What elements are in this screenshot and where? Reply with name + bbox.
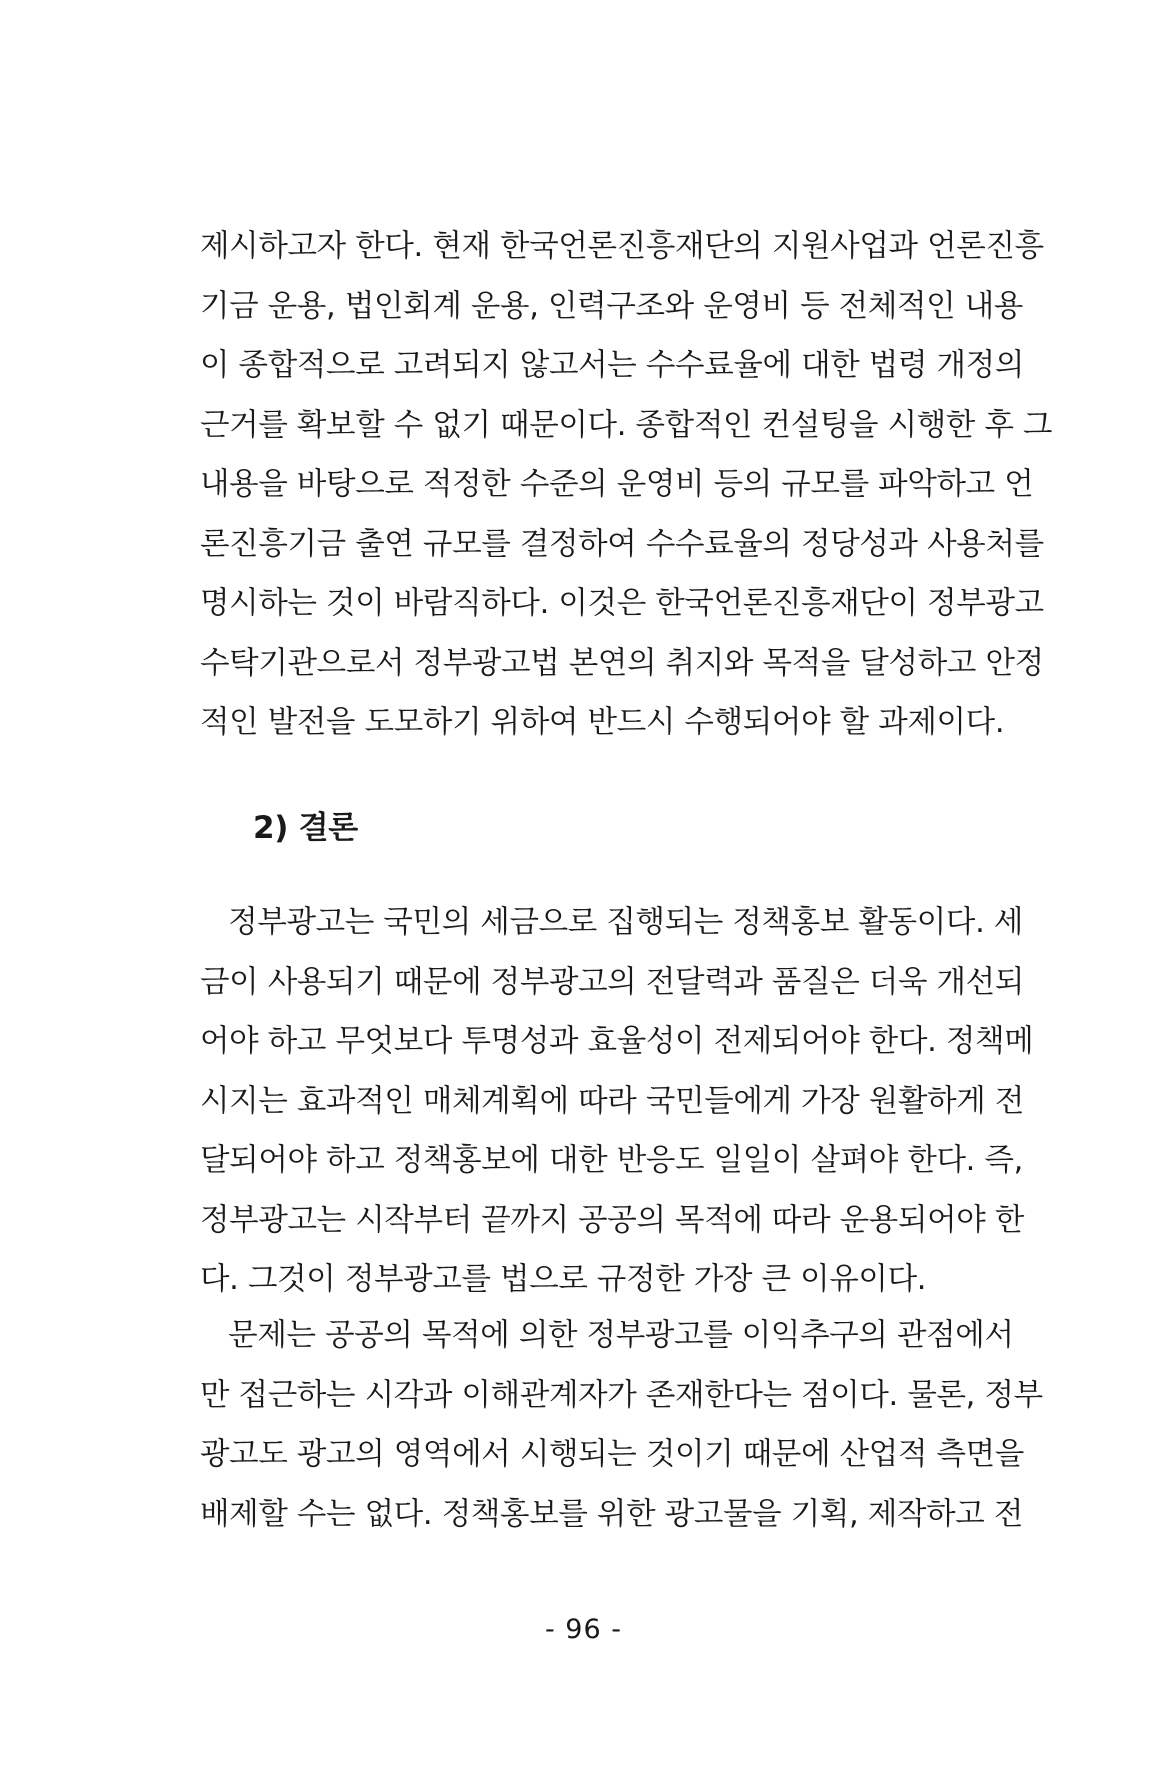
text-line: 이 종합적으로 고려되지 않고서는 수수료율에 대한 법령 개정의 [200,348,1025,383]
text-line: 근거를 확보할 수 없기 때문이다. 종합적인 컨설팅을 시행한 후 그 [200,407,1053,443]
text-line: 어야 하고 무엇보다 투명성과 효율성이 전제되어야 한다. 정책메 [200,1024,1034,1059]
text-line: 기금 운용, 법인회계 운용, 인력구조와 운영비 등 전체적인 내용 [200,288,1024,324]
text-line: 문제는 공공의 목적에 의한 정부광고를 이익추구의 관점에서 [200,1318,1014,1353]
paragraph-intro-continued [200,217,1053,753]
text-line: 시지는 효과적인 매체계획에 따라 국민들에게 가장 원활하게 전 [200,1083,1025,1119]
text-line: 적인 발전을 도모하기 위하여 반드시 수행되어야 할 과제이다. [200,705,1005,740]
page-number: - 96 - [544,1614,622,1645]
text-line: 달되어야 하고 정책홍보에 대한 반응도 일일이 살펴야 한다. 즉, [200,1143,1024,1178]
text-line: 금이 사용되기 때문에 정부광고의 전달력과 품질은 더욱 개선되 [200,964,1025,1000]
text-line: 제시하고자 한다. 현재 한국언론진흥재단의 지원사업과 언론진흥 [200,229,1044,264]
text-line: 정부광고는 국민의 세금으로 집행되는 정책홍보 활동이다. 세 [200,905,1024,940]
text-line: 수탁기관으로서 정부광고법 본연의 취지와 목적을 달성하고 안정 [200,645,1044,681]
text-line: 만 접근하는 시각과 이해관계자가 존재한다는 점이다. 물론, 정부 [200,1377,1043,1413]
text-line: 론진흥기금 출연 규모를 결정하여 수수료율의 정당성과 사용처를 [200,526,1044,562]
text-line: 명시하는 것이 바람직하다. 이것은 한국언론진흥재단이 정부광고 [200,586,1044,621]
paragraph-conclusion-1 [200,893,1034,1310]
text-line: 정부광고는 시작부터 끝까지 공공의 목적에 따라 운용되어야 한 [200,1202,1025,1238]
section-heading-conclusion: 2) 결론 [253,810,358,846]
paragraph-conclusion-2 [200,1306,1043,1544]
text-line: 배제할 수는 없다. 정책홍보를 위한 광고물을 기획, 제작하고 전 [200,1496,1024,1532]
text-line: 내용을 바탕으로 적정한 수준의 운영비 등의 규모를 파악하고 언 [200,467,1034,502]
text-line: 광고도 광고의 영역에서 시행되는 것이기 때문에 산업적 측면을 [200,1437,1025,1472]
text-line: 다. 그것이 정부광고를 법으로 규정한 가장 큰 이유이다. [200,1262,927,1297]
